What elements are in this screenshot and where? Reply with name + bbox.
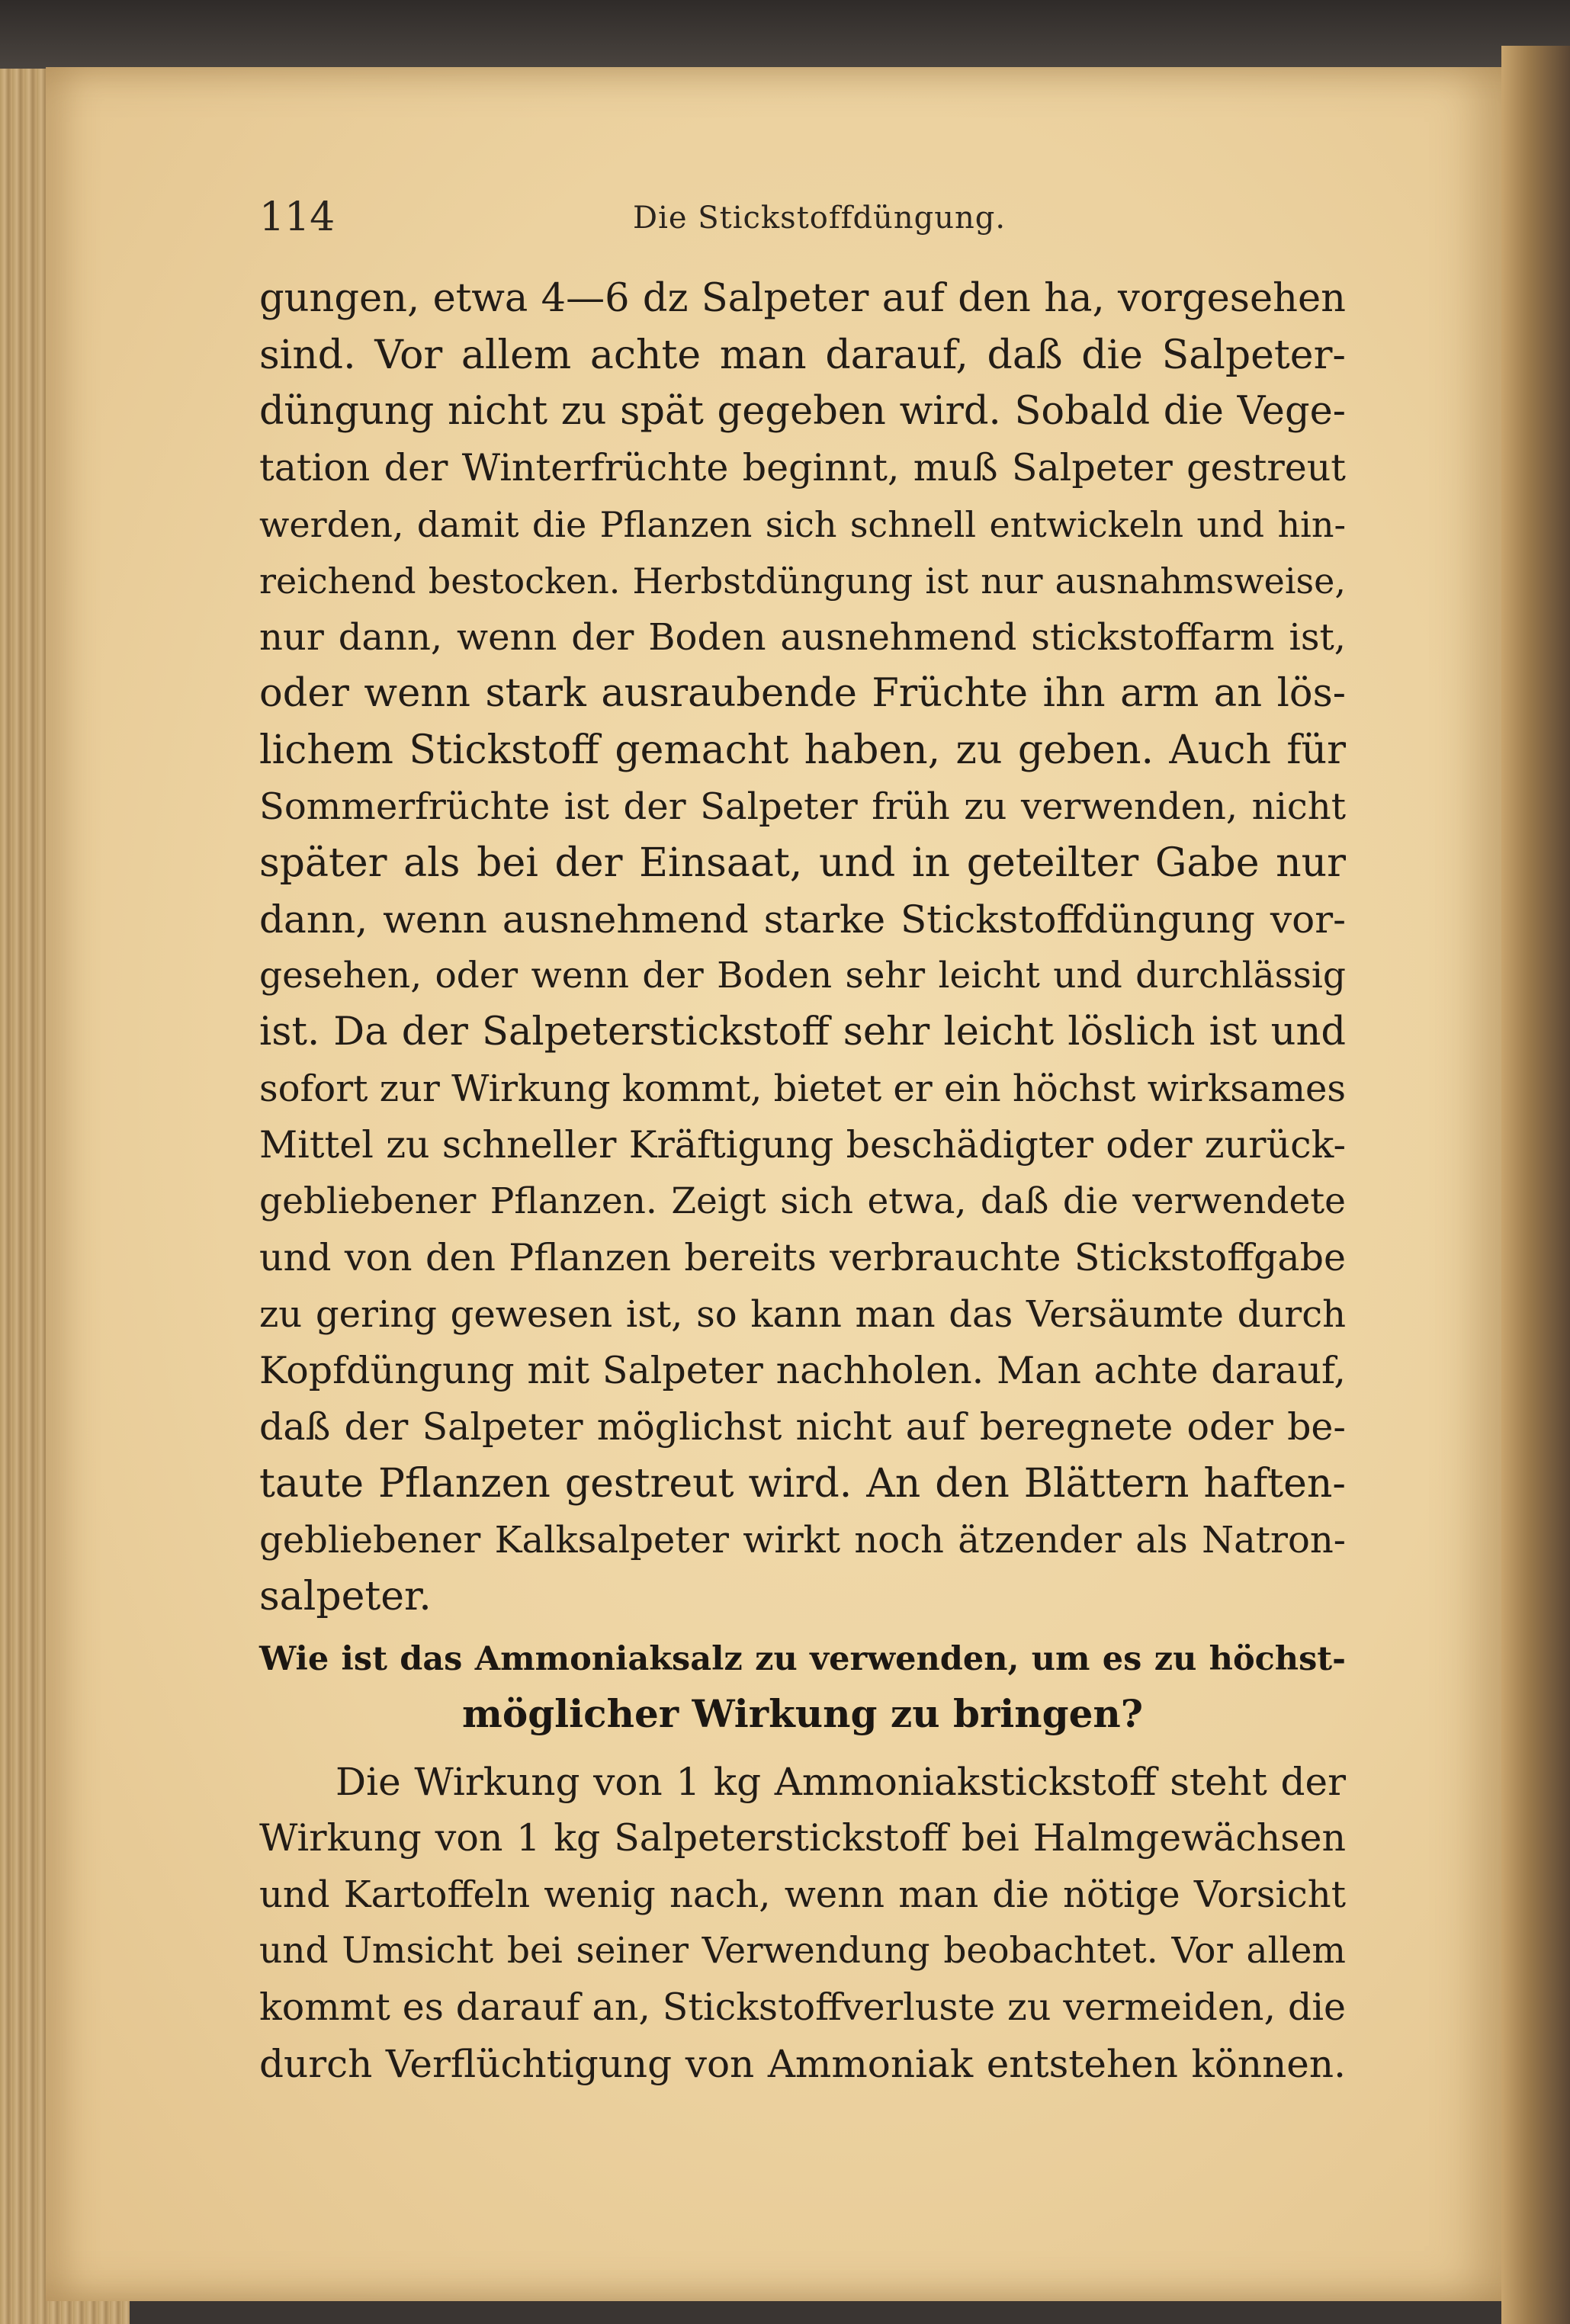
text-line: düngung nicht zu spät gegeben wird. Sobald die Vege- <box>259 389 1346 434</box>
text-line: gesehen, oder wenn der Boden sehr leicht und durchlässig <box>259 955 1346 997</box>
book-top-edge <box>0 0 1570 69</box>
text-line: zu gering gewesen ist, so kann man das Versäumte durch <box>259 1293 1346 1336</box>
text-line: taute Pflanzen gestreut wird. An den Blättern haften- <box>259 1461 1346 1507</box>
heading-line: Wie ist das Ammoniaksalz zu verwenden, um es zu höchst- <box>259 1640 1346 1678</box>
text-line: nur dann, wenn der Boden ausnehmend stickstoffarm ist, <box>259 616 1346 659</box>
text-line: daß der Salpeter möglichst nicht auf beregnete oder be- <box>259 1405 1346 1449</box>
text-line: dann, wenn ausnehmend starke Stickstoffdüngung vor- <box>259 897 1346 942</box>
text-line: ist. Da der Salpeterstickstoff sehr leicht löslich ist und <box>259 1010 1346 1054</box>
text-line: Wirkung von 1 kg Salpeterstickstoff bei Halmgewächsen <box>259 1816 1346 1860</box>
section-text <box>259 1754 1346 2092</box>
text-line: reichend bestocken. Herbstdüngung ist nur ausnahmsweise, <box>259 560 1346 602</box>
text-line: tation der Winterfrüchte beginnt, muß Salpeter gestreut <box>259 446 1346 490</box>
book-right-edge <box>1501 46 1570 2324</box>
text-line: und Umsicht bei seiner Verwendung beobachtet. Vor allem <box>259 1930 1346 1972</box>
text-line: sind. Vor allem achte man darauf, daß die Salpeter- <box>259 332 1346 378</box>
running-title: Die Stickstoffdüngung. <box>633 201 1007 236</box>
text-line: Die Wirkung von 1 kg Ammoniakstickstoff steht der <box>336 1760 1346 1804</box>
text-line: Kopfdüngung mit Salpeter nachholen. Man achte darauf, <box>259 1349 1346 1392</box>
text-line: und von den Pflanzen bereits verbrauchte Stickstoffgabe <box>259 1236 1346 1279</box>
running-header <box>259 194 1327 248</box>
body-text <box>259 271 1346 1625</box>
section-heading <box>259 1632 1346 1741</box>
page-number: 114 <box>259 194 336 240</box>
text-line: lichem Stickstoff gemacht haben, zu geben. Auch für <box>259 727 1346 773</box>
text-line: gungen, etwa 4—6 dz Salpeter auf den ha, vorgesehen <box>259 276 1346 321</box>
text-line: und Kartoffeln wenig nach, wenn man die nötige Vorsicht <box>259 1873 1346 1916</box>
text-line: sofort zur Wirkung kommt, bietet er ein höchst wirksames <box>259 1067 1346 1110</box>
text-line: gebliebener Pflanzen. Zeigt sich etwa, daß die verwendete <box>259 1180 1346 1222</box>
text-line: später als bei der Einsaat, und in geteilter Gabe nur <box>259 840 1346 886</box>
text-line: Mittel zu schneller Kräftigung beschädigter oder zurück- <box>259 1123 1346 1167</box>
text-line: salpeter. <box>259 1574 432 1619</box>
text-line: gebliebener Kalksalpeter wirkt noch ätzender als Natron- <box>259 1519 1346 1562</box>
text-line: werden, damit die Pflanzen sich schnell entwickeln und hin- <box>259 504 1346 545</box>
text-line: Sommerfrüchte ist der Salpeter früh zu verwenden, nicht <box>259 785 1346 828</box>
text-line: durch Verflüchtigung von Ammoniak entstehen können. <box>259 2042 1346 2086</box>
text-line: oder wenn stark ausraubende Früchte ihn arm an lös- <box>259 671 1346 716</box>
heading-line: möglicher Wirkung zu bringen? <box>461 1691 1144 1736</box>
text-line: kommt es darauf an, Stickstoffverluste zu vermeiden, die <box>259 1985 1346 2029</box>
